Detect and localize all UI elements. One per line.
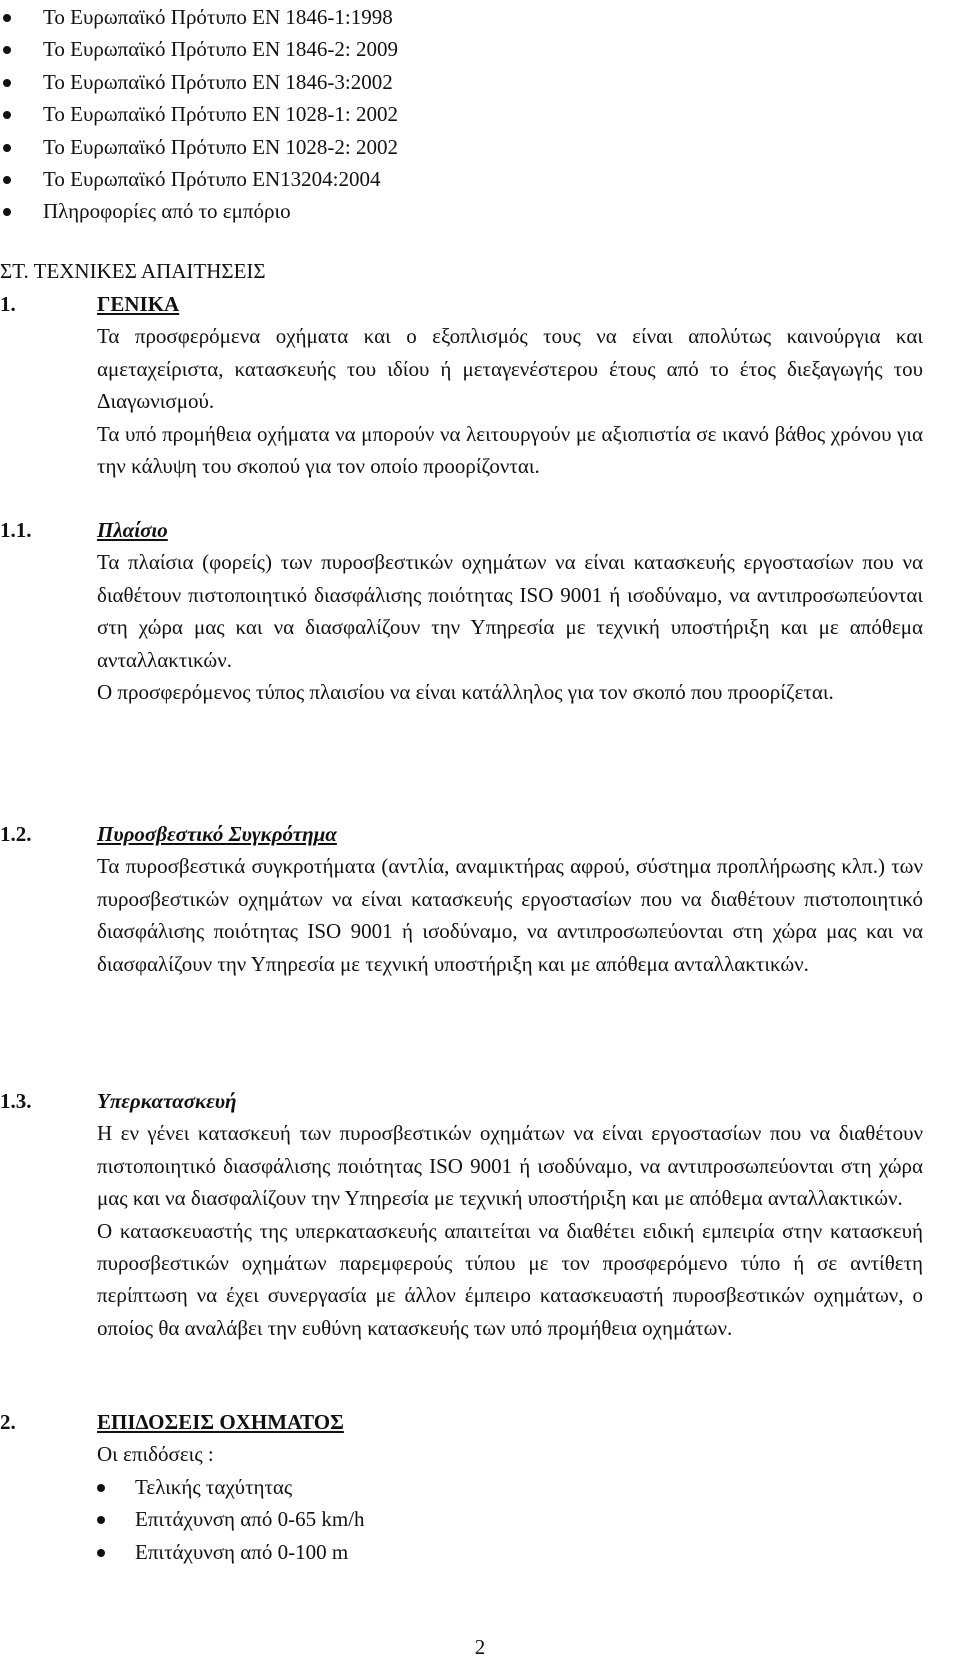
paragraph: Οι επιδόσεις : xyxy=(97,1442,214,1467)
section-title: ΕΠΙΔΟΣΕΙΣ ΟΧΗΜΑΤΟΣ xyxy=(97,1410,344,1434)
bullet-icon xyxy=(3,111,11,119)
bullet-icon xyxy=(97,1549,105,1557)
section-heading: ΣΤ. ΤΕΧΝΙΚΕΣ ΑΠΑΙΤΗΣΕΙΣ xyxy=(0,259,266,283)
bullet-icon xyxy=(97,1484,105,1492)
section-body xyxy=(97,514,923,708)
section-body xyxy=(97,288,923,482)
bullet-icon xyxy=(3,176,11,184)
list-item: Επιτάχυνση από 0-65 km/h xyxy=(97,1503,923,1535)
paragraph: Τα πυροσβεστικά συγκροτήματα (αντλία, αναμικτήρας αφρού, σύστημα προπλήρωσης κλπ.) των πυροσβεστικών οχημάτων να είναι κατασκευής εργοστασίων που να διαθέτουν πιστοποιητικό διασφάλισης ποιότητας ISO 9001 ή ισοδύναμο, να αντιπροσωπεύονται στη χώρα μας και να διασφαλίζουν την Υπηρεσία με τεχνική υποστήριξη και με απόθεμα ανταλλακτικών. xyxy=(97,854,923,976)
bullet-icon xyxy=(3,46,11,54)
section-number: 1.2. xyxy=(0,822,32,846)
section-number: 1.3. xyxy=(0,1089,32,1113)
list-item: Επιτάχυνση από 0-100 m xyxy=(97,1536,923,1568)
document-page: Το Ευρωπαϊκό Πρότυπο EN 1846-1:1998 Το Ευρωπαϊκό Πρότυπο EN 1846-2: 2009 Το Ευρωπαϊκό Πρότυπο EN 1846-3:2002 Το Ευρωπαϊκό Πρότυπο EN 1028-1: 2002 Το Ευρωπαϊκό Πρότυπο EN 1028-2: 2002 Το Ευρωπαϊκό Πρότυπο EN13204:2004 Πληροφορίες από το εμπόριο ΣΤ. ΤΕΧΝΙΚΕΣ ΑΠΑΙΤΗΣΕΙΣ 1. ΓΕΝΙΚΑ Τα προσφερόμενα οχήματα και ο εξοπλισμός τους να είναι απολύτως καινούργια και αμεταχείριστα, κατασκευής του ιδίου ή μεταγενέστερου έτους από το έτος διεξαγωγής του Διαγωνισμού. Τα υπό προμήθεια οχήματα να μπορούν να λειτουργούν με αξιοπιστία σε ικανό βάθος χρόνου για την κάλυψη του σκοπού για τον οποίο προορίζονται. 1.1. Πλαίσιο Τα πλαίσια (φορείς) των πυροσβεστικών οχημάτων να είναι κατασκευής εργοστασίων που να διαθέτουν πιστοποιητικό διασφάλισης ποιότητας ISO 9001 ή ισοδύναμο, να αντιπροσωπεύονται στη χώρα μας και να διασφαλίζουν την Υπηρεσία με τεχνική υποστήριξη και με απόθεμα ανταλλακτικών. Ο προσφερόμενος τύπος πλαισίου να είναι κατάλληλος για τον σκοπό που προορίζεται. 1.2. Πυροσβεστικό Συγκρότημα Τα πυροσβεστικά συγκροτήματα (αντλία, αναμικτήρας αφρού, σύστημα προπλήρωσης κλπ.) των πυροσβεστικών οχημάτων να είναι κατασκευής εργοστασίων που να διαθέτουν πιστοποιητικό διασφάλισης ποιότητας ISO 9001 ή ισοδύναμο, να αντιπροσωπεύονται στη χώρα μας και να διασφαλίζουν την Υπηρεσία με τεχνική υποστήριξη και με απόθεμα ανταλλακτικών. 1.3. Υπερκατασκευή Η εν γένει κατασκευή των πυροσβεστικών οχημάτων να είναι εργοστασίων που να διαθέτουν πιστοποιητικό διασφάλισης ποιότητας ISO 9001 ή ισοδύναμο, να αντιπροσωπεύονται στη χώρα μας και να διασφαλίζουν την Υπηρεσία με τεχνική υποστήριξη και με απόθεμα ανταλλακτικών. Ο κατασκευαστής της υπερκατασκευής απαιτείται να διαθέτει ειδική εμπειρία στην κατασκευή πυροσβεστικών οχημάτων παρεμφερούς τύπου με τον προσφερόμενο τύπο ή σε αντίθετη περίπτωση να έχει συνεργασία με άλλον έμπειρο κατασκευαστή πυροσβεστικών οχημάτων, ο οποίος θα αναλάβει την ευθύνη κατασκευής των υπό προμήθεια οχημάτων. 2. ΕΠΙΔΟΣΕΙΣ ΟΧΗΜΑΤΟΣ Οι επιδόσεις : Τελικής ταχύτητας Επιτάχυνση από 0-65 km/h Επιτάχυνση από 0-100 m 2 xyxy=(0,0,960,1673)
paragraph: Τα πλαίσια (φορείς) των πυροσβεστικών οχημάτων να είναι κατασκευής εργοστασίων που να διαθέτουν πιστοποιητικό διασφάλισης ποιότητας ISO 9001 ή ισοδύναμο, να αντιπροσωπεύονται στη χώρα μας και να διασφαλίζουν την Υπηρεσία με τεχνική υποστήριξη και με απόθεμα ανταλλακτικών. xyxy=(97,550,923,672)
section-body xyxy=(97,818,923,980)
bullet-icon xyxy=(97,1516,105,1524)
paragraph: Τα προσφερόμενα οχήματα και ο εξοπλισμός τους να είναι απολύτως καινούργια και αμεταχείριστα, κατασκευής του ιδίου ή μεταγενέστερου έτους από το έτος διεξαγωγής του Διαγωνισμού. xyxy=(97,324,923,414)
section-number: 1. xyxy=(0,292,16,316)
section-title: Υπερκατασκευή xyxy=(97,1089,237,1113)
paragraph: Η εν γένει κατασκευή των πυροσβεστικών οχημάτων να είναι εργοστασίων που να διαθέτουν πιστοποιητικό διασφάλισης ποιότητας ISO 9001 ή ισοδύναμο, να αντιπροσωπεύονται στη χώρα μας και να διασφαλίζουν την Υπηρεσία με τεχνική υποστήριξη και με απόθεμα ανταλλακτικών. xyxy=(97,1121,923,1211)
section-title: ΓΕΝΙΚΑ xyxy=(97,292,180,316)
bullet-icon xyxy=(3,144,11,152)
paragraph: Τα υπό προμήθεια οχήματα να μπορούν να λειτουργούν με αξιοπιστία σε ικανό βάθος χρόνου για την κάλυψη του σκοπού για τον οποίο προορίζονται. xyxy=(97,421,923,479)
list-item: Τελικής ταχύτητας xyxy=(97,1471,923,1503)
section-number: 2. xyxy=(0,1410,16,1434)
section-number: 1.1. xyxy=(0,518,32,542)
section-body xyxy=(97,1085,923,1344)
section-title: Πλαίσιο xyxy=(97,518,168,542)
section-title: Πυροσβεστικό Συγκρότημα xyxy=(97,822,337,846)
page-number: 2 xyxy=(474,1635,486,1659)
performance-list xyxy=(97,1471,923,1568)
bullet-icon xyxy=(3,14,11,22)
bullet-icon xyxy=(3,208,11,216)
paragraph: Ο προσφερόμενος τύπος πλαισίου να είναι κατάλληλος για τον σκοπό που προορίζεται. xyxy=(97,680,834,705)
paragraph: Ο κατασκευαστής της υπερκατασκευής απαιτείται να διαθέτει ειδική εμπειρία στην κατασκευή πυροσβεστικών οχημάτων παρεμφερούς τύπου με τον προσφερόμενο τύπο ή σε αντίθετη περίπτωση να έχει συνεργασία με άλλον έμπειρο κατασκευαστή πυροσβεστικών οχημάτων, ο οποίος θα αναλάβει την ευθύνη κατασκευής των υπό προμήθεια οχημάτων. xyxy=(97,1218,923,1340)
section-body xyxy=(97,1406,923,1568)
bullet-icon xyxy=(3,79,11,87)
